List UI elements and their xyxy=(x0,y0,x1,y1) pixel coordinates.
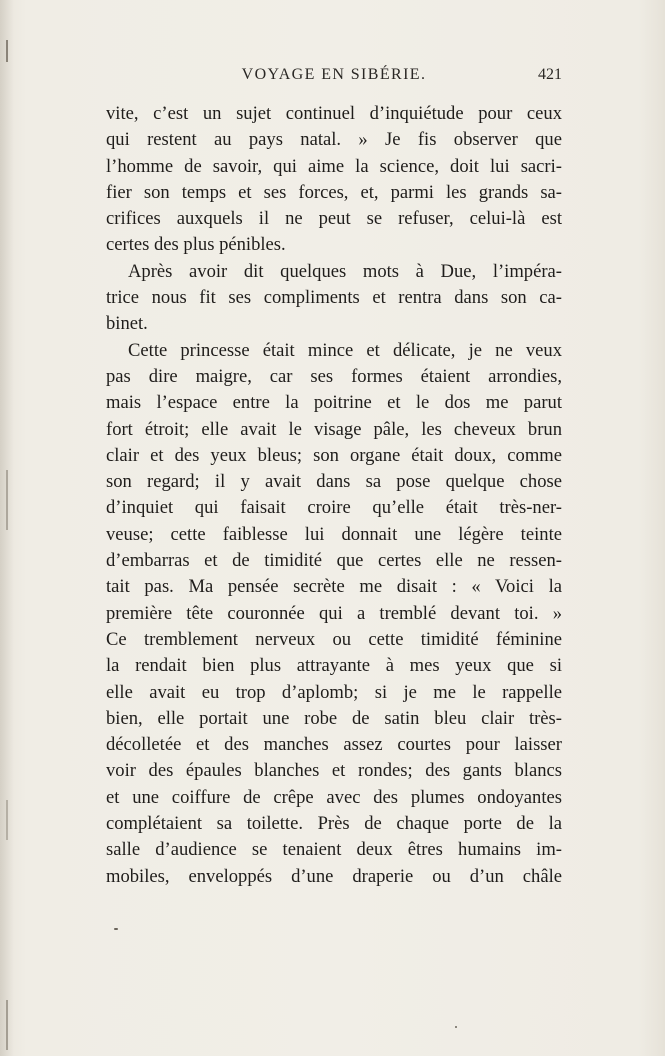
text-line: d’embarras et de timidité que certes elle ne ressen- xyxy=(106,550,562,572)
text-line: trice nous fit ses compliments et rentra dans son ca- xyxy=(106,287,562,309)
text-line: d’inquiet qui faisait croire qu’elle était très-ner- xyxy=(106,497,562,519)
text-line: elle avait eu trop d’aplomb; si je me le rappelle xyxy=(106,681,562,703)
running-title: VOYAGE EN SIBÉRIE. xyxy=(241,66,427,83)
ink-speck xyxy=(455,1026,457,1028)
text-line: Après avoir dit quelques mots à Due, l’impéra- xyxy=(128,260,562,282)
text-line: bien, elle portait une robe de satin bleu clair très- xyxy=(106,707,562,729)
edge-mark xyxy=(6,40,8,62)
text-line: tait pas. Ma pensée secrète me disait : « Voici la xyxy=(106,576,562,598)
text-line: salle d’audience se tenaient deux êtres humains im- xyxy=(106,839,562,861)
edge-mark xyxy=(6,1000,8,1050)
text-line: la rendait bien plus attrayante à mes yeux que si xyxy=(106,655,562,677)
text-line: crifices auxquels il ne peut se refuser, celui-là est xyxy=(106,208,562,230)
text-line: Cette princesse était mince et délicate, je ne veux xyxy=(128,339,562,361)
page-header xyxy=(106,66,562,90)
ink-speck xyxy=(114,928,118,930)
text-line: Ce tremblement nerveux ou cette timidité féminine xyxy=(106,628,562,650)
text-line: veuse; cette faiblesse lui donnait une légère teinte xyxy=(106,523,562,545)
body-text xyxy=(106,101,562,890)
text-line: l’homme de savoir, qui aime la science, doit lui sacri- xyxy=(106,155,562,177)
text-line: certes des plus pénibles. xyxy=(106,234,286,256)
text-line: mais l’espace entre la poitrine et le dos me parut xyxy=(106,392,562,414)
text-line: première tête couronnée qui a tremblé devant toi. » xyxy=(106,602,562,624)
page-number: 421 xyxy=(538,66,562,83)
text-line: fort étroit; elle avait le visage pâle, les cheveux brun xyxy=(106,418,562,440)
text-line: mobiles, enveloppés d’une draperie ou d’un châle xyxy=(106,865,562,887)
text-line: son regard; il y avait dans sa pose quelque chose xyxy=(106,471,562,493)
edge-mark xyxy=(6,470,8,530)
text-line: fier son temps et ses forces, et, parmi les grands sa- xyxy=(106,181,562,203)
text-line: et une coiffure de crêpe avec des plumes ondoyantes xyxy=(106,786,562,808)
text-line: voir des épaules blanches et rondes; des gants blancs xyxy=(106,760,562,782)
text-line: complétaient sa toilette. Près de chaque porte de la xyxy=(106,813,562,835)
text-line: pas dire maigre, car ses formes étaient arrondies, xyxy=(106,365,562,387)
edge-mark xyxy=(6,800,8,840)
text-line: binet. xyxy=(106,313,148,335)
text-line: décolletée et des manches assez courtes pour laisser xyxy=(106,734,562,756)
text-line: qui restent au pays natal. » Je fis observer que xyxy=(106,129,562,151)
text-line: vite, c’est un sujet continuel d’inquiétude pour ceux xyxy=(106,103,562,124)
text-line: clair et des yeux bleus; son organe était doux, comme xyxy=(106,444,562,466)
